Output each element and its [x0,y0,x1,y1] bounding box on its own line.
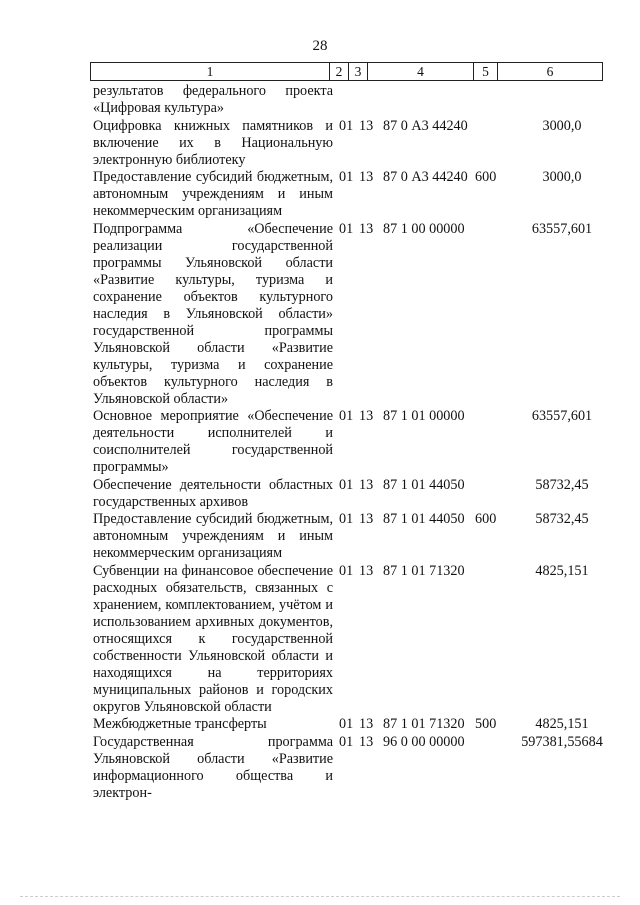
row-expense-type: 500 [475,716,497,732]
column-header-1: 1 [91,63,330,80]
row-section: 01 [339,562,354,579]
row-section: 01 [339,220,354,237]
row-name: Предоставление субсидий бюджетным, автономным учреждениям и иным некоммерческим организациям [93,511,333,561]
row-target-code: 87 1 01 44050 [383,476,465,493]
row-amount: 4825,151 [535,562,589,579]
row-target-code: 87 1 00 00000 [383,220,465,237]
row-subsection: 13 [359,476,374,493]
table-row [93,734,623,802]
row-target-code: 87 0 А3 44240 [383,117,468,134]
table-row [93,83,623,117]
column-header-2: 2 [330,63,349,80]
row-section: 01 [339,117,354,134]
row-target-code: 96 0 00 00000 [383,733,465,750]
row-expense-type [473,221,508,408]
row-subsection: 13 [359,117,374,134]
row-name: Оцифровка книжных памятников и включение их в Национальную электронную библиотеку [93,117,333,168]
row-expense-type: 600 [475,511,497,527]
column-header-5: 5 [474,63,498,80]
row-expense-type [473,563,508,716]
row-expense-type [473,734,508,802]
row-target-code: 87 1 01 44050 [383,511,465,527]
row-subsection: 13 [359,511,374,527]
row-subsection: 13 [359,733,374,750]
row-expense-type [473,477,508,511]
table-row [93,563,623,716]
row-amount: 3000,0 [542,169,582,185]
table-row [93,408,623,476]
column-header-4: 4 [368,63,474,80]
scan-edge-divider [20,896,620,897]
table-body [93,83,623,802]
row-name: Субвенции на финансовое обеспечение расходных обязательств, связанных с хранением, комплектованием, учётом и использованием архивных документов, относящихся к государственной собственности Ульяновской области и находящихся на территориях муниципальных районов и городских округов Ульяновской области [93,562,333,715]
table-row [93,118,623,169]
row-name: результатов федерального проекта «Цифровая культура» [93,83,333,116]
row-section: 01 [339,408,354,424]
row-target-code: 87 1 01 71320 [383,716,465,732]
row-name: Межбюджетные трансферты [93,716,267,732]
row-amount [508,83,616,117]
row-amount: 597381,55684 [521,733,603,750]
table-row [93,716,623,733]
column-header-6: 6 [546,64,554,79]
row-expense-type [473,408,508,476]
row-section: 01 [339,169,354,185]
row-subsection: 13 [359,169,374,185]
row-section: 01 [339,476,354,493]
row-amount: 3000,0 [542,117,582,134]
table-header [90,62,603,81]
page-number: 28 [312,38,328,54]
row-amount: 58732,45 [535,476,589,493]
row-amount: 63557,601 [531,408,593,424]
row-section [333,83,359,117]
row-target-code: 87 0 А3 44240 [383,169,468,185]
table-row [93,221,623,408]
row-name: Обеспечение деятельности областных государственных архивов [93,476,333,510]
row-target-code: 87 1 01 71320 [383,562,465,579]
row-section: 01 [339,716,354,732]
row-section: 01 [339,511,354,527]
row-expense-type [473,83,508,117]
row-target-code: 87 1 01 00000 [383,408,465,424]
row-name: Предоставление субсидий бюджетным, автономным учреждениям и иным некоммерческим организациям [93,169,333,219]
row-section: 01 [339,733,354,750]
table-row [93,169,623,220]
table-row [93,511,623,562]
row-target-code [379,83,473,117]
row-expense-type [473,118,508,169]
row-amount: 63557,601 [531,220,593,237]
row-name: Подпрограмма «Обеспечение реализации государственной программы Ульяновской области «Развитие культуры, туризма и сохранение объектов культурного наследия в Ульяновской области» государственной программы Ульяновской области «Развитие культуры, туризма и сохранение объектов культурного наследия в Ульяновской области» [93,220,333,407]
row-amount: 58732,45 [535,511,589,527]
row-subsection: 13 [359,716,374,732]
row-subsection: 13 [359,220,374,237]
row-subsection: 13 [359,408,374,424]
row-subsection [359,83,379,117]
column-header-3: 3 [349,63,368,80]
row-name: Государственная программа Ульяновской области «Развитие информационного общества и электрон- [93,733,333,801]
row-expense-type: 600 [475,169,497,185]
table-row [93,477,623,511]
row-subsection: 13 [359,562,374,579]
row-amount: 4825,151 [535,716,589,732]
row-name: Основное мероприятие «Обеспечение деятельности исполнителей и соисполнителей государственной программы» [93,408,333,475]
